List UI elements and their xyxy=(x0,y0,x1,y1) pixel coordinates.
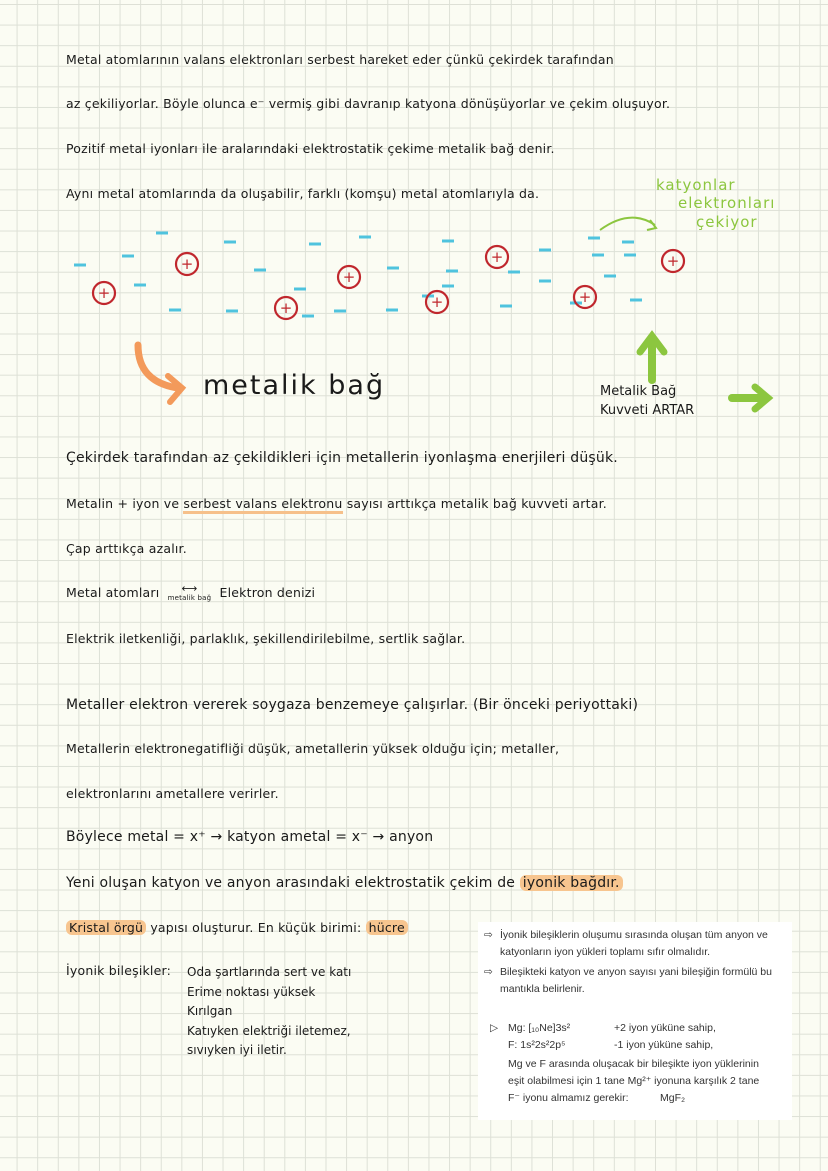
svg-text:+: + xyxy=(97,284,111,302)
metalik-bag-label: metalik bağ xyxy=(203,370,386,401)
box-text: -1 iyon yüküne sahip, xyxy=(614,1039,714,1051)
text-line: Metallerin elektronegatifliği düşük, ametallerin yüksek olduğu için; metaller, xyxy=(66,741,560,756)
list-item: Erime noktası yüksek xyxy=(187,984,316,999)
svg-text:+: + xyxy=(490,248,504,266)
cations xyxy=(93,246,684,319)
svg-text:+: + xyxy=(430,293,444,311)
cation-mark xyxy=(338,266,360,288)
text-line: Aynı metal atomlarında da oluşabilir, farklı (komşu) metal atomlarıyla da. xyxy=(66,186,540,201)
electrons xyxy=(74,233,642,316)
cation-mark xyxy=(275,297,297,319)
text-line xyxy=(66,920,408,935)
highlighted-text: hücre xyxy=(366,920,408,935)
list-item: Katıyken elektriği iletemez, xyxy=(187,1023,351,1038)
text-line xyxy=(66,582,316,602)
svg-text:+: + xyxy=(180,255,194,273)
cation-mark xyxy=(662,250,684,272)
strength-line: Kuvveti ARTAR xyxy=(600,403,695,418)
box-text: mantıkla belirlenir. xyxy=(500,983,585,995)
text-line: Çap arttıkça azalır. xyxy=(66,541,187,556)
text-line: Metal atomlarının valans elektronları serbest hareket eder çünkü çekirdek tarafından xyxy=(66,52,614,67)
text-line xyxy=(66,496,607,511)
svg-text:+: + xyxy=(666,252,680,270)
list-item: Kırılgan xyxy=(187,1004,233,1018)
box-text: İyonik bileşiklerin oluşumu sırasında oluşan tüm anyon ve xyxy=(500,929,768,941)
cation-mark xyxy=(426,291,448,313)
cation-mark xyxy=(93,282,115,304)
text: yapısı oluşturur. En küçük birimi: xyxy=(146,920,366,935)
text: Metalin + iyon ve xyxy=(66,496,184,511)
text: Elektron denizi xyxy=(219,585,316,600)
strength-label xyxy=(600,382,694,420)
arrow-icon: ⇨ xyxy=(484,929,493,941)
green-note: elektronları xyxy=(678,194,776,212)
text-line: Çekirdek tarafından az çekildikleri için metallerin iyonlaşma enerjileri düşük. xyxy=(66,450,618,466)
text: Metal atomları xyxy=(66,585,160,600)
box-text: +2 iyon yüküne sahip, xyxy=(614,1022,716,1034)
info-box xyxy=(478,922,792,1120)
box-text: katyonların iyon yükleri toplamı sıfır olmalıdır. xyxy=(500,946,711,958)
svg-text:+: + xyxy=(578,288,592,306)
cation-mark xyxy=(574,286,596,308)
box-text: F: 1s²2s²2p⁵ xyxy=(508,1039,566,1051)
cation-mark xyxy=(176,253,198,275)
text: Yeni oluşan katyon ve anyon arasındaki elektrostatik çekim de xyxy=(66,875,520,891)
box-text: eşit olabilmesi için 1 tane Mg²⁺ iyonuna karşılık 2 tane xyxy=(508,1075,760,1087)
list-item: sıvıyken iyi iletir. xyxy=(187,1043,287,1057)
ionic-properties-list xyxy=(187,963,351,1061)
cation-mark xyxy=(486,246,508,268)
underlined-text: serbest valans elektronu xyxy=(183,496,342,514)
metalik-bag-arrow: ⟷ metalik bağ xyxy=(167,582,212,602)
box-text: MgF₂ xyxy=(660,1092,686,1104)
box-text: Bileşikteki katyon ve anyon sayısı yani bileşiğin formülü bu xyxy=(500,966,772,978)
text-line: az çekiliyorlar. Böyle olunca e⁻ vermiş gibi davranıp katyona dönüşüyorlar ve çekim oluşuyor. xyxy=(66,96,671,111)
triangle-icon: ▷ xyxy=(490,1022,499,1034)
box-text: F⁻ iyonu almamız gerekir: xyxy=(508,1092,629,1104)
text: sayısı arttıkça metalik bağ kuvveti artar. xyxy=(342,496,607,511)
metallic-bond-diagram xyxy=(0,0,828,430)
text-line: İyonik bileşikler: xyxy=(66,963,172,978)
list-item: Oda şartlarında sert ve katı xyxy=(187,965,352,979)
svg-text:+: + xyxy=(342,268,356,286)
strength-line: Metalik Bağ xyxy=(600,384,677,399)
text-line xyxy=(66,875,623,891)
text-line: Metaller elektron vererek soygaza benzemeye çalışırlar. (Bir önceki periyottaki) xyxy=(66,697,639,713)
box-text: Mg: [₁₀Ne]3s² xyxy=(508,1022,571,1034)
highlighted-text: Kristal örgü xyxy=(66,920,146,935)
box-text: Mg ve F arasında oluşacak bir bileşikte iyon yüklerinin xyxy=(508,1058,759,1070)
text-line: Böylece metal = x⁺ → katyon ametal = x⁻ → anyon xyxy=(66,829,434,845)
text-line: Pozitif metal iyonları ile aralarındaki elektrostatik çekime metalik bağ denir. xyxy=(66,141,555,156)
green-note: katyonlar xyxy=(656,176,736,194)
arrow-icon: ⇨ xyxy=(484,966,493,978)
svg-text:+: + xyxy=(279,299,293,317)
curved-arrow-icon xyxy=(600,218,655,230)
text-line: Elektrik iletkenliği, parlaklık, şekillendirilebilme, sertlik sağlar. xyxy=(66,631,466,646)
highlighted-text: iyonik bağdır. xyxy=(520,875,623,891)
text-line: elektronlarını ametallere verirler. xyxy=(66,786,279,801)
green-note: çekiyor xyxy=(696,213,758,231)
